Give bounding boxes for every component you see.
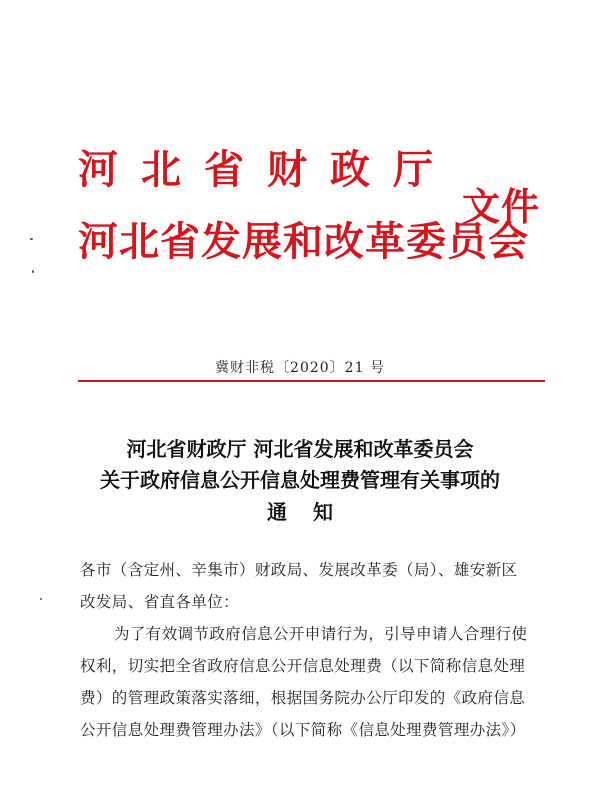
scan-speck xyxy=(32,270,34,273)
notice-title-line-3: 通知 xyxy=(267,500,359,524)
paragraph-line: 为了有效调节政府信息公开申请行为，引导申请人合理行使 xyxy=(114,625,528,643)
document-type-label: 文件 xyxy=(462,184,541,229)
document-number: 冀财非税〔2020〕21 号 xyxy=(215,360,385,376)
paragraph-line: 费）的管理政策落实落细，根据国务院办公厅印发的《政府信息 xyxy=(80,689,526,707)
issuer-finance-department: 河北省财政厅 xyxy=(78,146,456,193)
recipients-line-2: 改发局、省直各单位： xyxy=(80,593,240,611)
notice-title-line-1: 河北省财政厅 河北省发展和改革委员会 xyxy=(126,437,474,461)
paragraph-line: 公开信息处理费管理办法》（以下简称《信息处理费管理办法》） xyxy=(80,721,526,739)
scan-speck xyxy=(30,238,33,240)
recipients-line-1: 各市（含定州、辛集市）财政局、发展改革委（局）、雄安新区 xyxy=(80,561,518,579)
notice-title-line-2: 关于政府信息公开信息处理费管理有关事项的 xyxy=(100,468,500,492)
scan-speck xyxy=(40,598,42,600)
issuer-development-reform-commission: 河北省发展和改革委员会 xyxy=(78,218,529,265)
paragraph-line: 权利，切实把全省政府信息公开信息处理费（以下简称信息处理 xyxy=(80,657,526,675)
red-divider-line xyxy=(78,380,545,382)
